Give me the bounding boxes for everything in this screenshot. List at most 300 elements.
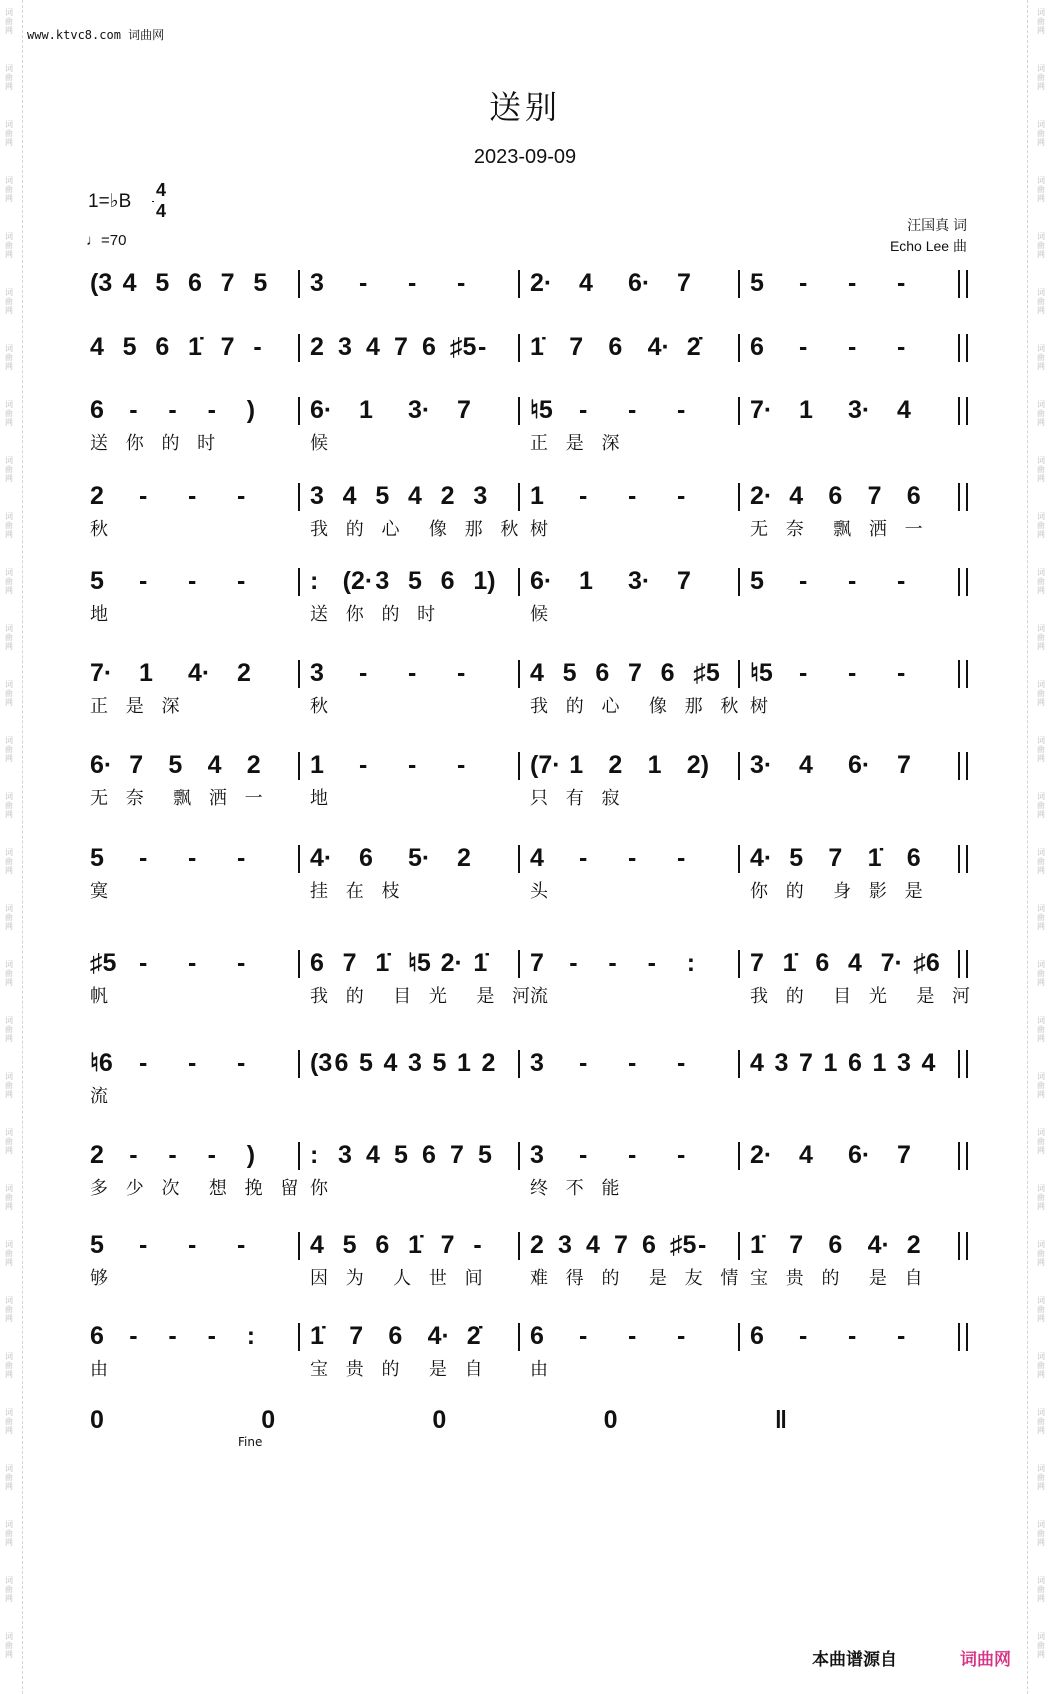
watermark-mark: 词 曲 网 [5,1072,13,1099]
jianpu-note: 7 [628,659,642,687]
jianpu-note: 7· [90,659,113,687]
jianpu-note: 3 [310,269,324,297]
song-title: 送别 [488,88,561,126]
jianpu-note: - [139,844,148,872]
jianpu-note: 4 [848,949,862,977]
jianpu-note: 1) [473,567,496,595]
watermark-mark: 词 曲 网 [1037,1016,1045,1043]
jianpu-note: 7 [789,1231,804,1259]
jianpu-note: 6· [848,751,871,779]
jianpu-note: - [188,567,197,595]
jianpu-note: - [579,844,588,872]
footer-logo[interactable]: 词曲网 [960,1650,1011,1670]
jianpu-note: 2 [90,482,104,510]
jianpu-note: 4· [750,844,773,872]
jianpu-note: 6· [848,1141,871,1169]
jianpu-note: - [457,269,466,297]
time-sig-bottom: 4 [155,201,166,221]
watermark-mark: 词 曲 网 [1037,512,1045,539]
jianpu-note: - [677,482,686,510]
watermark-mark: 词 曲 网 [5,624,13,651]
lyric-text: 树 [750,696,774,717]
jianpu-note: - [237,567,246,595]
jianpu-note: ) [246,1141,256,1169]
jianpu-note: - [897,269,906,297]
jianpu-note: 1̇ [473,949,488,977]
bar-line [298,950,300,978]
jianpu-note: 7 [569,333,584,361]
jianpu-note: 5 [342,1231,357,1259]
jianpu-note: - [698,1231,707,1259]
watermark-mark: 词 曲 网 [5,1352,13,1379]
jianpu-note: - [579,396,588,424]
jianpu-note: 5 [408,567,422,595]
lyric-text: 秋 [310,696,334,717]
jianpu-note: 4 [383,1049,398,1077]
watermark-mark: 词 曲 网 [5,1408,13,1435]
jianpu-note: - [359,659,368,687]
jianpu-note: 6· [310,396,333,424]
jianpu-note: 1 [310,751,324,779]
jianpu-note: (3 [310,1049,333,1077]
site-url-text[interactable]: www.ktvc8.com [27,28,121,42]
jianpu-note: - [579,1049,588,1077]
jianpu-note: 7 [129,751,144,779]
watermark-mark: 词 曲 网 [5,1016,13,1043]
jianpu-note: 7 [394,333,408,361]
jianpu-note: - [579,482,588,510]
bar-line [518,334,520,362]
jianpu-note: 2 [310,333,324,361]
jianpu-note: ♮6 [90,1049,113,1077]
watermark-mark: 词 曲 网 [5,400,13,427]
jianpu-note: 2 [530,1231,544,1259]
bar-line [518,950,520,978]
lyric-text: 秋 [90,519,114,540]
jianpu-note: 4 [799,751,813,779]
jianpu-note: 6 [155,333,170,361]
jianpu-note: 5 [122,333,137,361]
jianpu-note: 4· [647,333,670,361]
bar-line [958,334,960,362]
jianpu-note: 6 [828,1231,843,1259]
jianpu-note: ♮5 [750,659,773,687]
lyric-text: 我 的 目 光 是 河 [310,986,537,1007]
jianpu-note: 3· [628,567,651,595]
jianpu-note: - [359,269,368,297]
jianpu-note: - [139,482,148,510]
jianpu-note: 5 [90,1231,104,1259]
jianpu-note: (3 [90,269,113,297]
watermark-mark: 词 曲 网 [1037,344,1045,371]
watermark-mark: 词 曲 网 [1037,1632,1045,1659]
jianpu-note: 2 [246,751,261,779]
jianpu-note: 6 [375,1231,390,1259]
jianpu-note: 3 [473,482,488,510]
jianpu-note: 1̇ [867,844,882,872]
lyric-text: 头 [530,881,554,902]
jianpu-note: - [408,659,417,687]
jianpu-note: 6 [750,1322,764,1350]
watermark-mark: 词 曲 网 [5,288,13,315]
lyric-text: 你 [310,1178,334,1199]
jianpu-note: 3 [338,1141,352,1169]
jianpu-note: 1 [872,1049,887,1077]
jianpu-note: 7 [677,269,691,297]
jianpu-note: 2 [608,751,623,779]
jianpu-note: 3 [408,1049,422,1077]
jianpu-note: 1̇ [782,949,797,977]
lyric-text: 寞 [90,881,114,902]
jianpu-note: 1̇ [408,1231,422,1259]
bar-line [738,752,740,780]
bar-line [518,397,520,425]
bar-line [958,397,960,425]
watermark-mark: 词 曲 网 [1037,120,1045,147]
jianpu-note: 4· [867,1231,890,1259]
lyric-text: 帆 [90,986,114,1007]
jianpu-note: - [168,1322,177,1350]
lyric-text: 因 为 人 世 间 [310,1268,489,1289]
jianpu-note: 7 [450,1141,464,1169]
jianpu-note: 5 [168,751,183,779]
jianpu-note: 4 [586,1231,600,1259]
jianpu-note: - [207,1322,216,1350]
jianpu-note: 6 [815,949,830,977]
bar-line [298,752,300,780]
jianpu-note: 6 [530,1322,544,1350]
watermark-mark: 词 曲 网 [5,1520,13,1547]
jianpu-note: 3 [530,1141,544,1169]
jianpu-note: 0 [432,1406,447,1434]
bar-line [518,1232,520,1260]
jianpu-note: 1 [647,751,662,779]
jianpu-note: 7 [750,949,764,977]
bar-line [298,1050,300,1078]
jianpu-note: - [129,396,138,424]
bar-line [958,568,960,596]
jianpu-note: 2 [457,844,471,872]
jianpu-note: ‖ [774,1406,788,1434]
bar-line [958,1232,960,1260]
jianpu-note: 1 [579,567,593,595]
watermark-mark: 词 曲 网 [1037,1240,1045,1267]
bar-line [738,568,740,596]
jianpu-note: 7· [750,396,773,424]
jianpu-note: 2 [237,659,251,687]
jianpu-note: 7 [828,844,843,872]
watermark-mark: 词 曲 网 [5,1128,13,1155]
lyric-text: 无 奈 飘 洒 一 [750,519,929,540]
bar-line [518,660,520,688]
jianpu-note: 7 [440,1231,455,1259]
jianpu-note: 5 [562,659,577,687]
line-end-bar [966,1142,968,1170]
jianpu-note: (7· [530,751,561,779]
jianpu-note: - [848,1322,857,1350]
bar-line [958,845,960,873]
watermark-mark: 词 曲 网 [1037,1464,1045,1491]
watermark-mark: 词 曲 网 [1037,568,1045,595]
bar-line [958,660,960,688]
jianpu-note: - [188,1231,197,1259]
watermark-mark: 词 曲 网 [5,120,13,147]
jianpu-note: - [188,1049,197,1077]
lyric-text: 候 [310,433,334,454]
time-sig-top: 4 [155,180,166,200]
jianpu-note: 4 [90,333,104,361]
jianpu-note: : [310,1141,319,1169]
song-date: 2023-09-09 [473,146,577,168]
bar-line [738,950,740,978]
bar-line [738,1323,740,1351]
jianpu-note: 6 [334,1049,349,1077]
lyric-text: 挂 在 枝 [310,881,406,902]
composer-credit: Echo Lee 曲 [889,238,967,254]
bar-line [298,1232,300,1260]
jianpu-note: 6 [642,1231,656,1259]
jianpu-note: 6 [848,1049,862,1077]
bar-line [958,752,960,780]
jianpu-note: - [848,269,857,297]
jianpu-note: 4 [789,482,804,510]
jianpu-note: 7 [614,1231,628,1259]
jianpu-note: - [188,844,197,872]
watermark-mark: 词 曲 网 [5,8,13,35]
bar-line [738,483,740,511]
jianpu-note: - [129,1141,138,1169]
jianpu-note: 4 [122,269,137,297]
jianpu-note: 4 [366,333,380,361]
jianpu-note: 2 [440,482,455,510]
line-end-bar [966,660,968,688]
jianpu-note: - [848,659,857,687]
bar-line [958,483,960,511]
jianpu-note: 1 [799,396,813,424]
jianpu-note: - [168,1141,177,1169]
jianpu-note: - [677,1141,686,1169]
jianpu-note: 1̇ [188,333,202,361]
jianpu-note: 7 [867,482,882,510]
jianpu-note: - [188,482,197,510]
jianpu-note: 6 [359,844,373,872]
jianpu-note: ♯5 [670,1231,697,1259]
bar-line [958,950,960,978]
jianpu-note: - [628,844,637,872]
jianpu-note: 5 [253,269,268,297]
bar-line [298,483,300,511]
line-end-bar [966,270,968,298]
bar-line [958,1142,960,1170]
watermark-mark: 词 曲 网 [5,64,13,91]
lyric-text: 流 [90,1086,114,1107]
jianpu-note: 7 [342,949,357,977]
watermark-mark: 词 曲 网 [5,680,13,707]
jianpu-note: - [237,844,246,872]
watermark-mark: 词 曲 网 [1037,176,1045,203]
site-name: 词曲网 [128,28,165,42]
watermark-mark: 词 曲 网 [1037,1520,1045,1547]
jianpu-note: 7 [897,751,911,779]
jianpu-note: 1 [359,396,373,424]
jianpu-note: - [579,1322,588,1350]
jianpu-note: - [139,567,148,595]
bar-line [518,1050,520,1078]
jianpu-note: - [677,396,686,424]
watermark-mark: 词 曲 网 [1037,1072,1045,1099]
jianpu-note: 6 [90,1322,104,1350]
lyric-text: 正 是 深 [530,433,626,454]
jianpu-note: - [897,333,906,361]
jianpu-note: 0 [261,1406,276,1434]
lyric-text: Fine [238,1435,263,1449]
lyricist-credit: 汪国真 词 [907,217,967,233]
jianpu-note: - [897,659,906,687]
jianpu-note: 5 [394,1141,408,1169]
bar-line [518,845,520,873]
lyric-text: 多 少 次 想 挽 留 [90,1178,305,1199]
jianpu-note: - [139,1049,148,1077]
jianpu-note: - [799,269,808,297]
jianpu-note: : [686,949,696,977]
jianpu-note: 1 [457,1049,471,1077]
jianpu-note: 7 [457,396,471,424]
lyric-text: 地 [310,788,334,809]
jianpu-note: ♮5 [408,949,431,977]
jianpu-note: - [168,396,177,424]
watermark-mark: 词 曲 网 [1037,400,1045,427]
lyric-text: 我 的 心 像 那 秋 [530,696,745,717]
jianpu-note: 5 [359,1049,373,1077]
jianpu-note: - [207,1141,216,1169]
bar-line [518,568,520,596]
jianpu-note: - [457,659,466,687]
jianpu-note: - [253,333,262,361]
jianpu-note: 2· [440,949,463,977]
lyric-text: 只 有 寂 [530,788,626,809]
line-end-bar [966,1050,968,1078]
bar-line [298,334,300,362]
tempo-marking: ♩=70 [86,232,127,249]
jianpu-note: 1 [530,482,544,510]
bar-line [518,1142,520,1170]
lyric-text: 送 你 的 时 [90,433,222,454]
jianpu-note: - [569,949,578,977]
lyric-text: 我 的 目 光 是 河 [750,986,977,1007]
lyric-text: 够 [90,1268,114,1289]
watermark-mark: 词 曲 网 [5,736,13,763]
bar-line [298,568,300,596]
jianpu-note: ♯5 [450,333,477,361]
jianpu-note: - [457,751,466,779]
jianpu-note: 4· [310,844,333,872]
lyric-text: 地 [90,604,114,625]
line-end-bar [966,845,968,873]
jianpu-note: 4 [579,269,593,297]
bar-line [958,1050,960,1078]
line-end-bar [966,752,968,780]
jianpu-note: 6 [422,1141,436,1169]
jianpu-note: 2· [750,1141,773,1169]
jianpu-note: 5 [90,844,104,872]
bar-line [298,1323,300,1351]
watermark-mark: 词 曲 网 [5,1296,13,1323]
jianpu-note: : [246,1322,256,1350]
jianpu-note: 3 [310,482,324,510]
jianpu-note: 4· [188,659,211,687]
jianpu-note: 3· [750,751,773,779]
jianpu-note: 1̇ [310,1322,324,1350]
jianpu-note: 5 [155,269,170,297]
jianpu-note: 3 [530,1049,544,1077]
jianpu-note: 5 [750,269,764,297]
jianpu-note: 5 [478,1141,492,1169]
jianpu-note: 6· [90,751,113,779]
jianpu-note: - [473,1231,482,1259]
lyric-text: 由 [90,1359,114,1380]
jianpu-note: 3 [774,1049,789,1077]
jianpu-note: - [237,1231,246,1259]
lyric-text: 难 得 的 是 友 情 [530,1268,745,1289]
jianpu-note: 4· [427,1322,450,1350]
watermark-mark: 词 曲 网 [1037,1296,1045,1323]
jianpu-note: 6 [188,269,202,297]
watermark-mark: 词 曲 网 [5,1632,13,1659]
watermark-mark: 词 曲 网 [1037,1576,1045,1603]
jianpu-note: - [139,1231,148,1259]
jianpu-note: - [848,333,857,361]
jianpu-note: - [628,1322,637,1350]
watermark-mark: 词 曲 网 [1037,904,1045,931]
jianpu-note: 6· [628,269,651,297]
bar-line [738,845,740,873]
jianpu-note: 7 [799,1049,813,1077]
jianpu-note: 7 [220,333,235,361]
jianpu-note: ♯5 [693,659,720,687]
watermark-mark: 词 曲 网 [5,1240,13,1267]
jianpu-note: - [897,1322,906,1350]
jianpu-note: 5 [750,567,764,595]
bar-line [518,483,520,511]
jianpu-note: 1̇ [750,1231,764,1259]
jianpu-note: 3 [375,567,390,595]
jianpu-note: 5· [408,844,431,872]
watermark-mark: 词 曲 网 [1037,680,1045,707]
jianpu-note: 3· [848,396,871,424]
watermark-mark: 词 曲 网 [1037,456,1045,483]
jianpu-note: - [647,949,656,977]
watermark-mark: 词 曲 网 [1037,64,1045,91]
jianpu-note: 5 [375,482,390,510]
lyric-text: 我 的 心 像 那 秋 [310,519,525,540]
watermark-mark: 词 曲 网 [1037,8,1045,35]
watermark-mark: 词 曲 网 [5,1184,13,1211]
lyric-text: 宝 贵 的 是 自 [310,1359,489,1380]
lyric-text: 正 是 深 [90,696,186,717]
jianpu-note: ♮5 [530,396,553,424]
line-end-bar [966,950,968,978]
line-end-bar [966,334,968,362]
bar-line [518,270,520,298]
jianpu-note: (2· [342,567,374,595]
jianpu-note: 4 [750,1049,764,1077]
lyric-text: 无 奈 飘 洒 一 [90,788,269,809]
bar-line [298,270,300,298]
bar-line [298,1142,300,1170]
watermark-mark: 词 曲 网 [1037,1408,1045,1435]
watermark-mark: 词 曲 网 [1037,1128,1045,1155]
line-end-bar [966,1323,968,1351]
